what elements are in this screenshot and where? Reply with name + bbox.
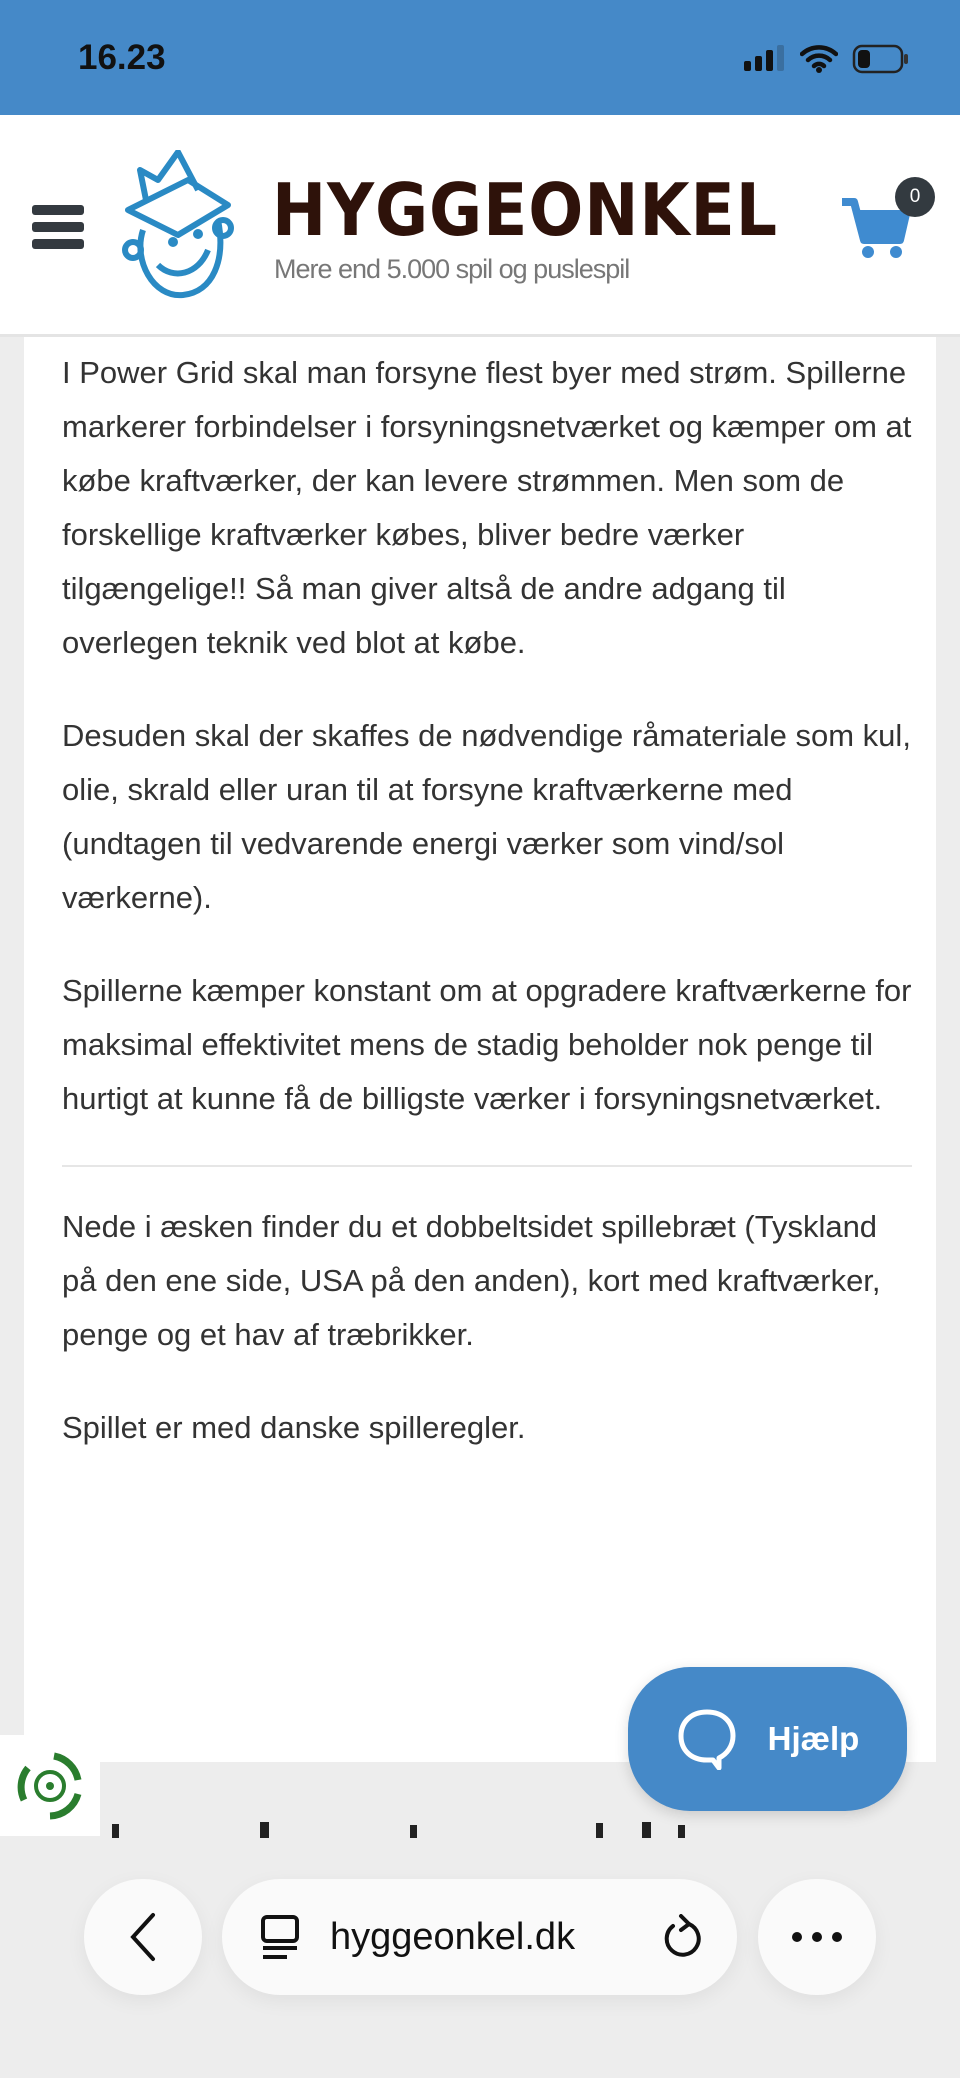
signal-icon — [744, 45, 786, 73]
chat-bubble-icon — [676, 1708, 738, 1770]
reload-icon[interactable] — [659, 1914, 701, 1960]
url-text[interactable]: hyggeonkel.dk — [330, 1915, 576, 1958]
help-chat-button[interactable] — [628, 1667, 907, 1811]
description-paragraph: Desuden skal der skaffes de nødvendige råmateriale som kul, olie, skrald eller uran til at forsyne kraftværkerne med (undtagen til vedvarende energi værker som vind/sol værkerne). — [62, 718, 911, 915]
chevron-left-icon — [128, 1912, 158, 1962]
brand-tagline: Mere end 5.000 spil og puslespil — [274, 254, 630, 284]
cart-count-badge: 0 — [895, 177, 935, 217]
browser-toolbar — [0, 1879, 960, 1995]
eco-badge[interactable] — [0, 1735, 100, 1836]
menu-button[interactable] — [32, 205, 84, 249]
battery-icon — [852, 44, 910, 74]
address-bar[interactable] — [222, 1879, 737, 1995]
divider — [62, 1165, 912, 1167]
recycle-icon — [14, 1750, 86, 1822]
status-time: 16.23 — [78, 38, 166, 77]
more-options-button[interactable] — [758, 1879, 876, 1995]
description-paragraph: Spillerne kæmper konstant om at opgradere kraftværkerne for maksimal effektivitet mens de stadig beholder nok penge til hurtigt at kunne få de billigste værker i forsyningsnetværket. — [62, 973, 912, 1116]
wifi-icon — [800, 45, 838, 73]
product-description — [62, 346, 912, 1494]
description-paragraph: I Power Grid skal man forsyne flest byer med strøm. Spillerne markerer forbindelser i forsyningsnetværket og kæmper om at købe kraftværker, der kan levere strømmen. Men som de forskellige kraftværker købes, bliver bedre værker tilgængelige!! Så man giver altså de andre adgang til overlegen teknik ved blot at købe. — [62, 355, 912, 660]
description-paragraph: Spillet er med danske spilleregler. — [62, 1410, 526, 1445]
partial-heading-text — [0, 1822, 960, 1840]
more-dots-icon — [791, 1931, 843, 1943]
help-label: Hjælp — [767, 1720, 860, 1757]
back-button[interactable] — [84, 1879, 202, 1995]
status-bar — [0, 0, 960, 115]
brand-name[interactable]: HYGGEONKEL — [272, 168, 778, 252]
logo-mascot-icon[interactable] — [118, 150, 238, 300]
reader-mode-icon[interactable] — [260, 1914, 300, 1960]
description-paragraph: Nede i æsken finder du et dobbeltsidet spillebræt (Tyskland på den ene side, USA på den anden), kort med kraftværker, penge og et hav af træbrikker. — [62, 1209, 881, 1352]
